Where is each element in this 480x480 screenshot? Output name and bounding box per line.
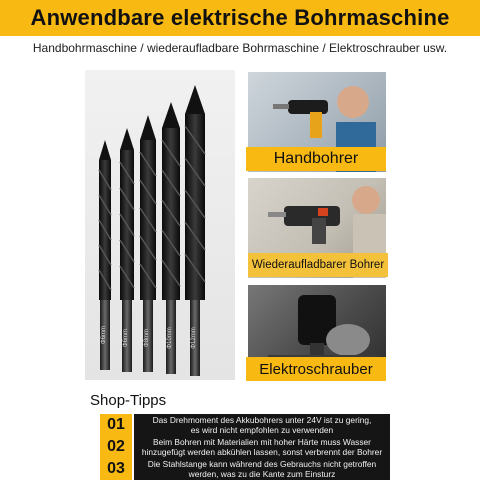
header-banner [0,0,480,36]
tip-text [134,458,390,480]
tips-title: Shop-Tipps [90,392,167,409]
drill-bit-3 [140,115,156,372]
drill-bit-size-label: Φ8mm [144,328,150,348]
tip-text-line: Beim Bohren mit Materialien mit hoher Härte muss Wasser [153,437,371,447]
drill-bit-size-label: Φ12mm [191,327,197,349]
panel-label-hand-drill: Handbohrer [246,147,386,171]
drill-bit-5 [185,85,205,376]
tip-text [134,436,390,458]
tip-number: 01 [100,414,132,436]
panel-label-rechargeable-drill: Wiederaufladbarer Bohrer [248,253,388,277]
tip-text-line: hinzugefügt werden abkühlen lassen, sonst verbrennt der Bohrer [141,447,383,457]
tip-item [100,436,390,458]
drill-bit-2 [120,128,134,372]
drill-bit-size-label: Φ6mm [123,328,129,348]
tip-text-line: Das Drehmoment des Akkubohrers unter 24V ist zu gering, [152,415,372,425]
page-title: Anwendbare elektrische Bohrmaschine [30,5,450,30]
tip-number: 02 [100,436,132,458]
tip-text-line: Die Stahlstange kann während des Gebrauchs nicht getroffen [147,459,377,469]
page-subtitle: Handbohrmaschine / wiederaufladbare Bohrmaschine / Elektroschrauber usw. [32,41,448,55]
drill-bit-size-label: Φ6mm [101,325,107,345]
tip-text-line: es wird nicht empfohlen zu verwenden [190,425,334,435]
drill-bit-4 [162,102,180,374]
drill-bits-illustration [85,70,235,380]
tip-item [100,414,390,436]
drill-bit-size-label: Φ10mm [167,327,173,349]
tip-number: 03 [100,458,132,480]
drill-bit-1 [99,140,111,370]
tip-text [134,414,390,436]
panel-label-electric-screwdriver: Elektroschrauber [246,357,386,381]
tip-item [100,458,390,480]
tip-text-line: werden, was zu die Kante zum Einsturz [188,469,336,479]
